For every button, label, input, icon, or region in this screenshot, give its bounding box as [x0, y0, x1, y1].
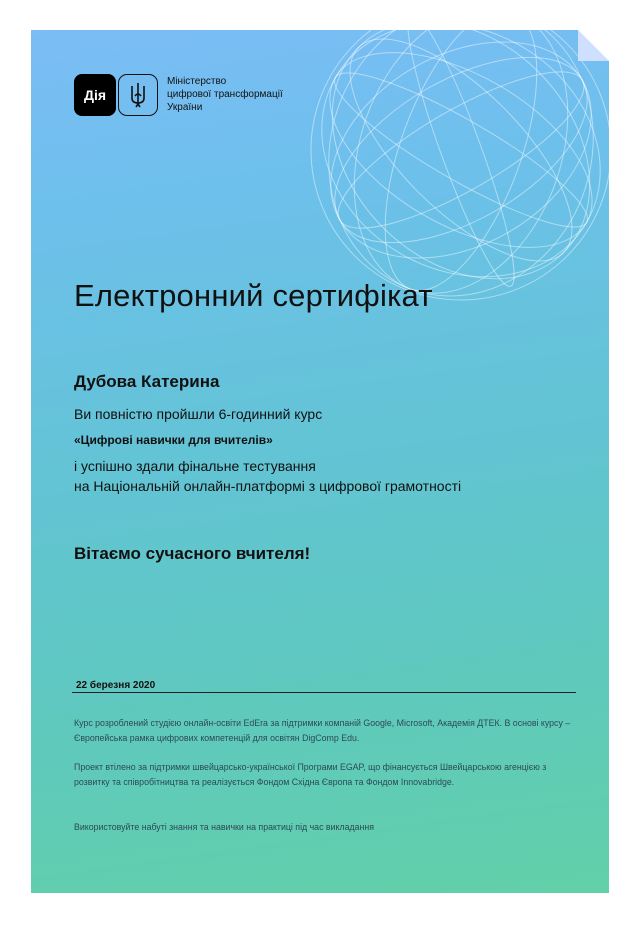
- page-fold-icon: [578, 30, 609, 61]
- greeting: Вітаємо сучасного вчителя!: [74, 544, 311, 563]
- ministry-line: України: [167, 102, 203, 113]
- ministry-name: [167, 75, 327, 114]
- trident-emblem-icon: [118, 74, 158, 116]
- certificate-title: Електронний сертифікат: [74, 278, 433, 313]
- divider: [72, 692, 576, 693]
- course-name: «Цифрові навички для вчителів»: [74, 433, 273, 447]
- trident-icon: [129, 82, 147, 108]
- footnote-1: Курс розроблений студією онлайн-освіти EdEra за підтримки компаній Google, Microsoft, Академія ДТЕК. В основі курсу – Європейська рамка цифрових компетенцій для освітян DigComp Edu.: [74, 718, 571, 743]
- body-line-1: Ви повністю пройшли 6-годинний курс: [74, 406, 323, 422]
- diia-logo: [74, 74, 116, 116]
- certificate: [31, 30, 609, 893]
- footnote-2: Проект втілено за підтримки швейцарсько-української Програми EGAP, що фінансується Швейцарською агенцією з розвитку та співробітництва та реалізується Фондом Східна Європа та Фондом Innovabridge.: [74, 762, 547, 787]
- issue-date: 22 березня 2020: [76, 680, 156, 691]
- diia-logo-text: Дія: [83, 87, 107, 103]
- body-line-4: на Національній онлайн-платформі з цифрової грамотності: [74, 478, 462, 494]
- ministry-line: Міністерство: [167, 76, 227, 87]
- body-line-3: і успішно здали фінальне тестування: [74, 458, 316, 474]
- ministry-line: цифрової трансформації: [167, 89, 283, 100]
- recipient-name: Дубова Катерина: [74, 372, 220, 391]
- footnote-3: Використовуйте набуті знання та навички на практиці під час викладання: [74, 822, 374, 832]
